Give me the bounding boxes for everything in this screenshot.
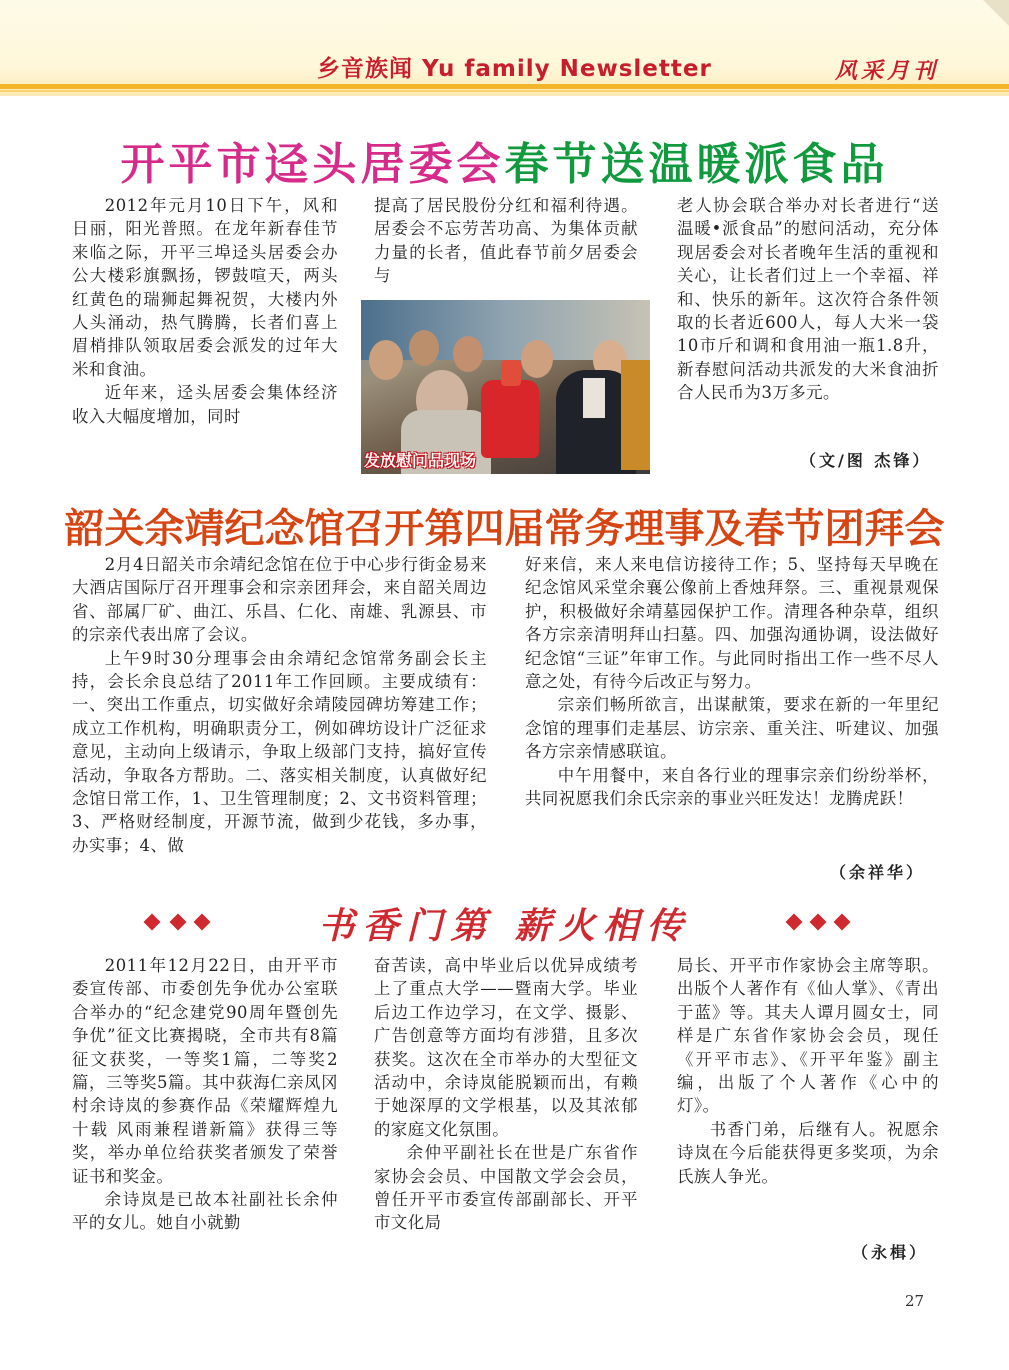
article2-paragraph: 宗亲们畅所欲言，出谋献策，要求在新的一年里纪念馆的理事们走基层、访宗亲、重关注、听建议、加强各方宗亲情感联谊。 bbox=[525, 695, 939, 762]
article2-paragraph: 中午用餐中，来自各行业的理事宗亲们纷纷举杯，共同祝愿我们余氏宗亲的事业兴旺发达！龙腾虎跃！ bbox=[525, 765, 939, 809]
article1-column-2 bbox=[374, 194, 638, 288]
article1-paragraph: 老人协会联合举办对长者进行“送温暖•派食品”的慰问活动，充分体现居委会对长者晚年生活的重视和关心，让长者们过上一个幸福、祥和、快乐的新年。这次符合条件领取的长者近600人，每人大米一袋10市斤和调和食用油一瓶1.8升，新春慰问活动共派发的大米食油折合人民币为3万多元。 bbox=[677, 196, 939, 403]
header-rule-thin bbox=[0, 90, 1009, 92]
article1-paragraph: 提高了居民股份分红和福利待遇。居委会不忘劳苦功高、为集体贡献力量的长者，值此春节前夕居委会与 bbox=[374, 196, 638, 286]
photo-caption: 发放慰问品现场 bbox=[364, 451, 477, 470]
article2-column-1 bbox=[72, 553, 487, 857]
article3-title: 书香门第 薪火相传 bbox=[318, 906, 691, 947]
article2-column-2 bbox=[525, 553, 939, 810]
article3-paragraph: 奋苦读，高中毕业后以优异成绩考上了重点大学——暨南大学。毕业后边工作边学习，在文学、摄影、广告创意等方面均有涉猎，且多次获奖。这次在全市举办的大型征文活动中，余诗岚能脱颖而出，有赖于她深厚的文学根基，以及其浓郁的家庭文化氛围。 bbox=[374, 956, 638, 1139]
article3-paragraph: 局长、开平市作家协会主席等职。出版个人著作有《仙人掌》、《青出于蓝》等。其夫人谭月圆女士，同样是广东省作家协会会员，现任《开平市志》、《开平年鉴》副主编，出版了个人著作《心中的灯》。 bbox=[677, 956, 939, 1116]
article1-photo bbox=[361, 300, 650, 474]
article1-paragraph: 近年来，迳头居委会集体经济收入大幅度增加，同时 bbox=[72, 383, 338, 426]
article2-credit: （余祥华） bbox=[830, 863, 926, 882]
article1-title-part1: 开平市迳头居委会 bbox=[120, 139, 505, 190]
article3-column-3 bbox=[677, 954, 939, 1188]
article2-paragraph: 好来信，来人来电信访接待工作；5、坚持每天早晚在纪念馆风采堂余襄公像前上香烛拜祭。三、重视景观保护，积极做好余靖墓园保护工作。清理各种杂草，组织各方宗亲清明拜山扫墓。四、加强沟通协调，设法做好纪念馆“三证”年审工作。与此同时指出工作一些不尽人意之处，有待今后改正与努力。 bbox=[525, 555, 939, 692]
article2-paragraph: 2月4日韶关市余靖纪念馆在位于中心步行街金易来大酒店国际厅召开理事会和宗亲团拜会，来自韶关周边省、部属厂矿、曲江、乐昌、仁化、南雄、乳源县、市的宗亲代表出席了会议。 bbox=[72, 555, 487, 645]
article3-credit: （永楫） bbox=[852, 1243, 929, 1262]
article1-column-3 bbox=[677, 194, 939, 405]
article1-title bbox=[0, 128, 1009, 192]
magazine-name: 风采月刊 bbox=[834, 58, 939, 84]
article1-title-part2: 春节送温暖派食品 bbox=[504, 139, 889, 190]
article1-credit: （文/图 杰锋） bbox=[800, 451, 932, 470]
article2-title: 韶关余靖纪念馆召开第四届常务理事及春节团拜会 bbox=[64, 506, 945, 552]
article3-column-2 bbox=[374, 954, 638, 1235]
article3-paragraph: 2011年12月22日，由开平市委宣传部、市委创先争优办公室联合举办的“纪念建党90周年暨创先争优”征文比赛揭晓，全市共有8篇征文获奖，一等奖1篇，二等奖2篇，三等奖5篇。其中荻海仁亲凤冈村余诗岚的参赛作品《荣耀辉煌九十载 风雨兼程谱新篇》获得三等奖，举办单位给获奖者颁发了荣誉证书和奖金。 bbox=[72, 956, 338, 1186]
article3-paragraph: 余仲平副社长在世是广东省作家协会会员、中国散文学会会员，曾任开平市委宣传部副部长、开平市文化局 bbox=[374, 1143, 638, 1233]
article1-column-1 bbox=[72, 194, 338, 428]
page-curl bbox=[983, 0, 1009, 26]
article3-column-1 bbox=[72, 954, 338, 1235]
article3-paragraph: 余诗岚是已故本社副社长余仲平的女儿。她自小就勤 bbox=[72, 1190, 338, 1233]
page-number: 27 bbox=[905, 1292, 925, 1310]
article2-paragraph: 上午9时30分理事会由余靖纪念馆常务副会长主持，会长余良总结了2011年工作回顾。主要成绩有：一、突出工作重点，切实做好余靖陵园碑坊筹建工作；成立工作机构，明确职责分工，例如碑坊设计广泛征求意见，主动向上级请示，争取上级部门支持，搞好宣传活动，争取各方帮助。二、落实相关制度，认真做好纪念馆日常工作，1、卫生管理制度；2、文书资料管理；3、严格财经制度，开源节流，做到少花钱，多办事，办实事；4、做 bbox=[72, 648, 487, 855]
article1-paragraph: 2012年元月10日下午，风和日丽，阳光普照。在龙年新春佳节来临之际，开平三埠迳头居委会办公大楼彩旗飘扬，锣鼓喧天，两头红黄色的瑞狮起舞祝贺，大楼内外人头涌动，热气腾腾，长者们喜上眉梢排队领取居委会派发的过年大米和食油。 bbox=[72, 196, 338, 379]
newsletter-title: 乡音族闻 Yu family Newsletter bbox=[317, 56, 712, 82]
article3-paragraph: 书香门弟，后继有人。祝愿余诗岚在今后能获得更多奖项，为余氏族人争光。 bbox=[677, 1119, 939, 1186]
